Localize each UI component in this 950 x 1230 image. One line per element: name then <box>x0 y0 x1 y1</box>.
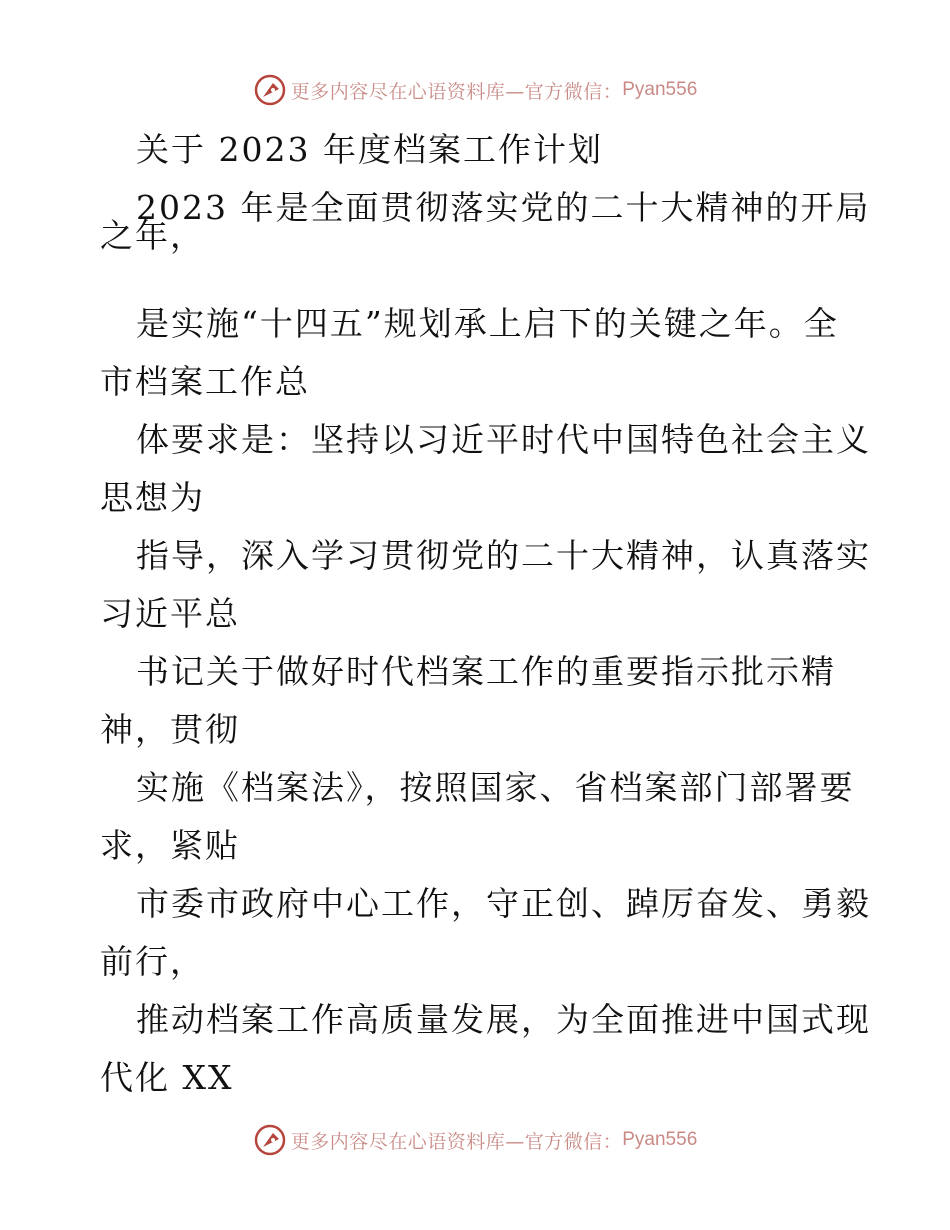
watermark-wechat-id: Pyan556 <box>622 79 698 100</box>
paragraph-line: 之年， <box>100 216 205 255</box>
paragraph-line: 2023 年是全面贯彻落实党的二十大精神的开局 <box>136 188 871 227</box>
paragraph-line: 推动档案工作高质量发展，为全面推进中国式现 <box>136 1000 871 1039</box>
paragraph-line: 书记关于做好时代档案工作的重要指示批示精 <box>136 652 836 691</box>
document-title: 关于 2023 年度档案工作计划 <box>136 130 603 169</box>
watermark-text: 更多内容尽在心语资料库—官方微信： <box>290 80 623 103</box>
paragraph-line: 神，贯彻 <box>100 710 240 749</box>
paragraph-line: 市委市政府中心工作，守正创、踔厉奋发、勇毅 <box>136 884 871 923</box>
paragraph-line: 求，紧贴 <box>100 826 240 865</box>
paragraph-line: 实施《档案法》，按照国家、省档案部门部署要 <box>136 768 855 807</box>
paragraph-line: 体要求是：坚持以习近平时代中国特色社会主义 <box>136 420 871 459</box>
pen-nib-logo-icon <box>253 1123 287 1157</box>
watermark-text: 更多内容尽在心语资料库—官方微信： <box>290 1130 623 1153</box>
pen-nib-logo-icon <box>253 73 287 107</box>
footer-watermark <box>0 1120 950 1160</box>
paragraph-line: 前行， <box>100 942 205 981</box>
header-watermark <box>0 70 950 110</box>
paragraph-line: 指导，深入学习贯彻党的二十大精神，认真落实 <box>136 536 871 575</box>
paragraph-line: 代化 XX <box>100 1058 234 1097</box>
watermark-wechat-id: Pyan556 <box>622 1129 698 1150</box>
paragraph-line: 市档案工作总 <box>100 362 310 401</box>
paragraph-line: 思想为 <box>100 478 205 517</box>
paragraph-line: 是实施“十四五”规划承上启下的关键之年。全 <box>136 304 839 343</box>
paragraph-line: 习近平总 <box>100 594 240 633</box>
